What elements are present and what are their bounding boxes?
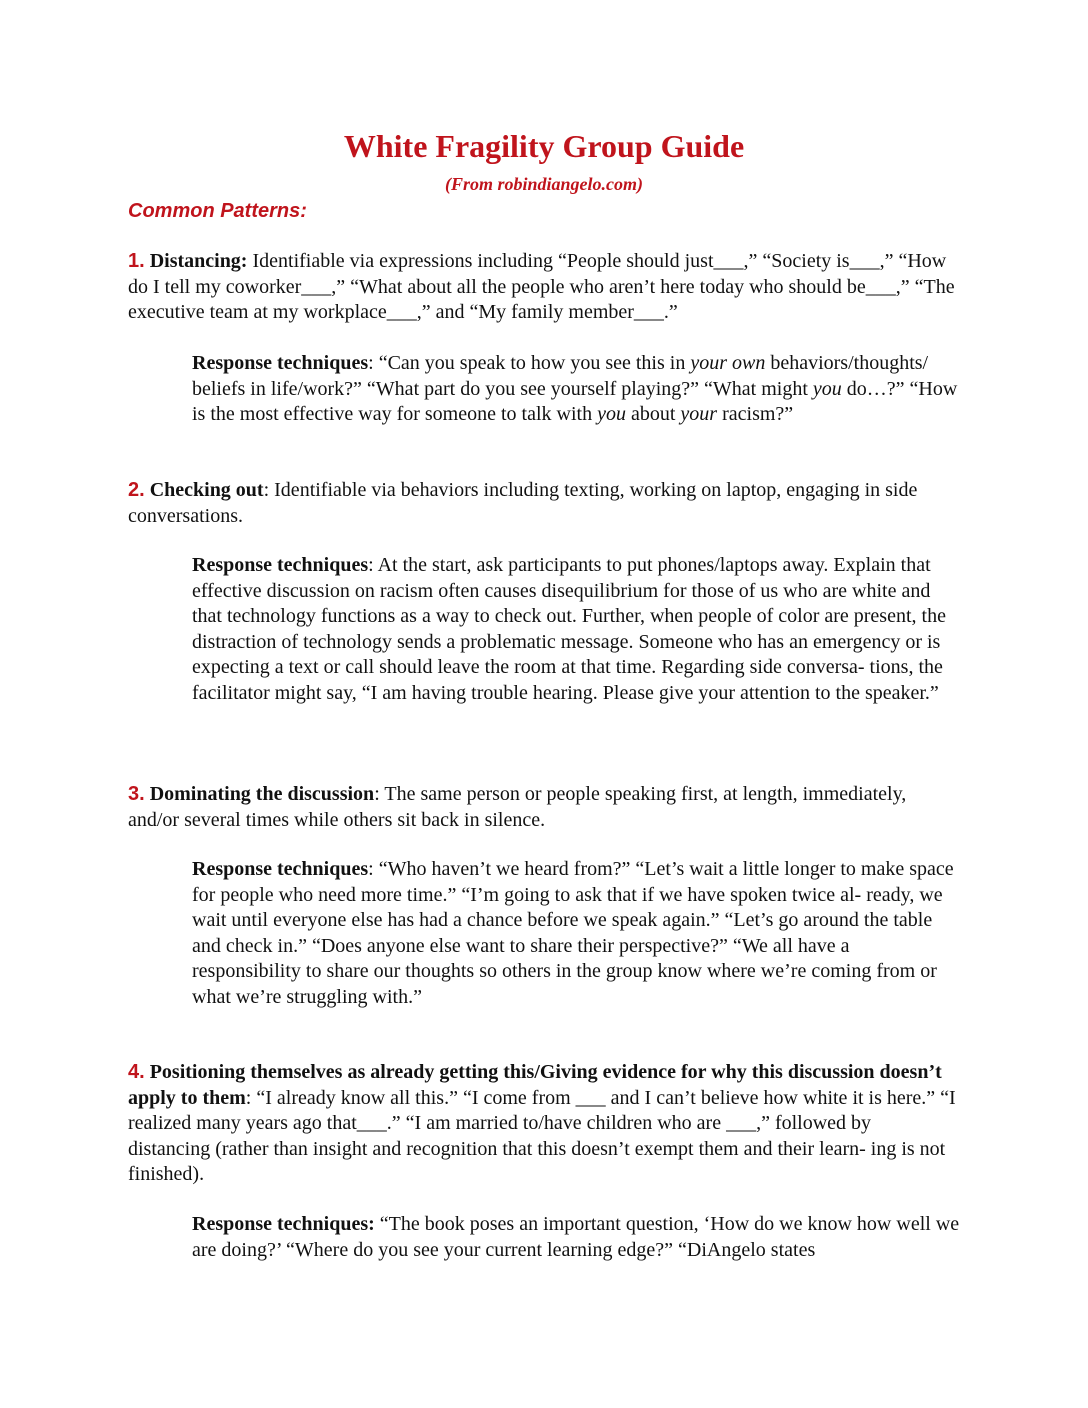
response-label: Response techniques — [192, 858, 369, 880]
response-text-part: do…?” “How is the most effective way for someone to talk with — [192, 377, 958, 425]
pattern-text: : The same person or people speaking first, at length, immediately, and/or several times while others sit back in silence. — [128, 783, 907, 831]
pattern-text: Identifiable via expressions including “People should just___,” “Society is___,” “How do I tell my coworker___,” “What about all the people who aren’t here today who should be___,” “The executive team at my workplace___,” and “My family member___.” — [128, 250, 955, 323]
response-label: Response techniques — [192, 554, 369, 576]
pattern-3 — [128, 782, 958, 833]
response-emphasis: your own — [690, 352, 766, 374]
document-subtitle: (From robindiangelo.com) — [444, 174, 643, 194]
response-text: “The book poses an important question, ‘How do we know how well we are doing?’ “Where do you see your current learning edge?” “DiAngelo states — [192, 1213, 960, 1261]
response-text-part: about — [625, 403, 681, 425]
pattern-number: 4. — [128, 1061, 145, 1083]
response-text-part: racism?” — [717, 403, 794, 425]
pattern-heading: Distancing: — [149, 250, 248, 272]
response-emphasis: you — [597, 403, 626, 425]
pattern-2 — [128, 478, 958, 529]
response-3 — [192, 857, 962, 1010]
pattern-heading: Positioning themselves as already getting this/Giving evidence for why this discussion doesn’t apply to them — [128, 1061, 942, 1109]
pattern-number: 2. — [128, 479, 145, 501]
response-2 — [192, 553, 962, 706]
response-label: Response techniques: — [192, 1213, 375, 1235]
response-emphasis: your — [680, 403, 718, 425]
pattern-text: : “I already know all this.” “I come from ___ and I can’t believe how white it is here.” “I realized many years ago that___.” “I am married to/have children who are ___,” followed by distancing (rather than insight and recognition that this doesn’t exempt them and their learn- ing is not finished). — [128, 1086, 956, 1185]
section-heading: Common Patterns: — [128, 200, 307, 222]
response-4 — [192, 1212, 962, 1263]
pattern-heading: Checking out — [149, 479, 264, 501]
pattern-text: : Identifiable via behaviors including texting, working on laptop, engaging in side conversations. — [128, 479, 918, 527]
response-1 — [192, 351, 962, 428]
response-text: : At the start, ask participants to put phones/laptops away. Explain that effective discussion on racism often causes disequilibrium for those of us who are white and that technology functions as a way to check out. Further, when people of color are present, the distraction of technology sends a problematic message. Someone who has an emergency or is expecting a text or call should leave the room at that time. Regarding side conversa- tions, the facilitator might say, “I am having trouble hearing. Please give your attention to the speaker.” — [192, 554, 946, 704]
pattern-number: 1. — [128, 250, 145, 272]
pattern-heading: Dominating the discussion — [149, 783, 375, 805]
response-emphasis: you — [812, 377, 842, 400]
response-text-part: behaviors/thoughts/ beliefs in life/work?” “What part do you see yourself playing?” “What might — [192, 352, 929, 400]
response-label: Response techniques — [192, 352, 369, 374]
response-text: : “Who haven’t we heard from?” “Let’s wait a little longer to make space for people who need more time.” “I’m going to ask that if we have spoken twice al- ready, we wait until everyone else has had a chance before we speak again.” “Let’s go around the table and check in.” “Does anyone else want to share their perspective?” “We all have a responsibility to share our thoughts so others in the group know where we’re coming from or what we’re struggling with.” — [192, 858, 954, 1008]
pattern-4 — [128, 1060, 958, 1188]
response-text-part: : “Can you speak to how you see this in — [368, 352, 691, 374]
pattern-number: 3. — [128, 783, 145, 805]
pattern-1 — [128, 249, 958, 326]
document-title: White Fragility Group Guide — [343, 128, 745, 164]
